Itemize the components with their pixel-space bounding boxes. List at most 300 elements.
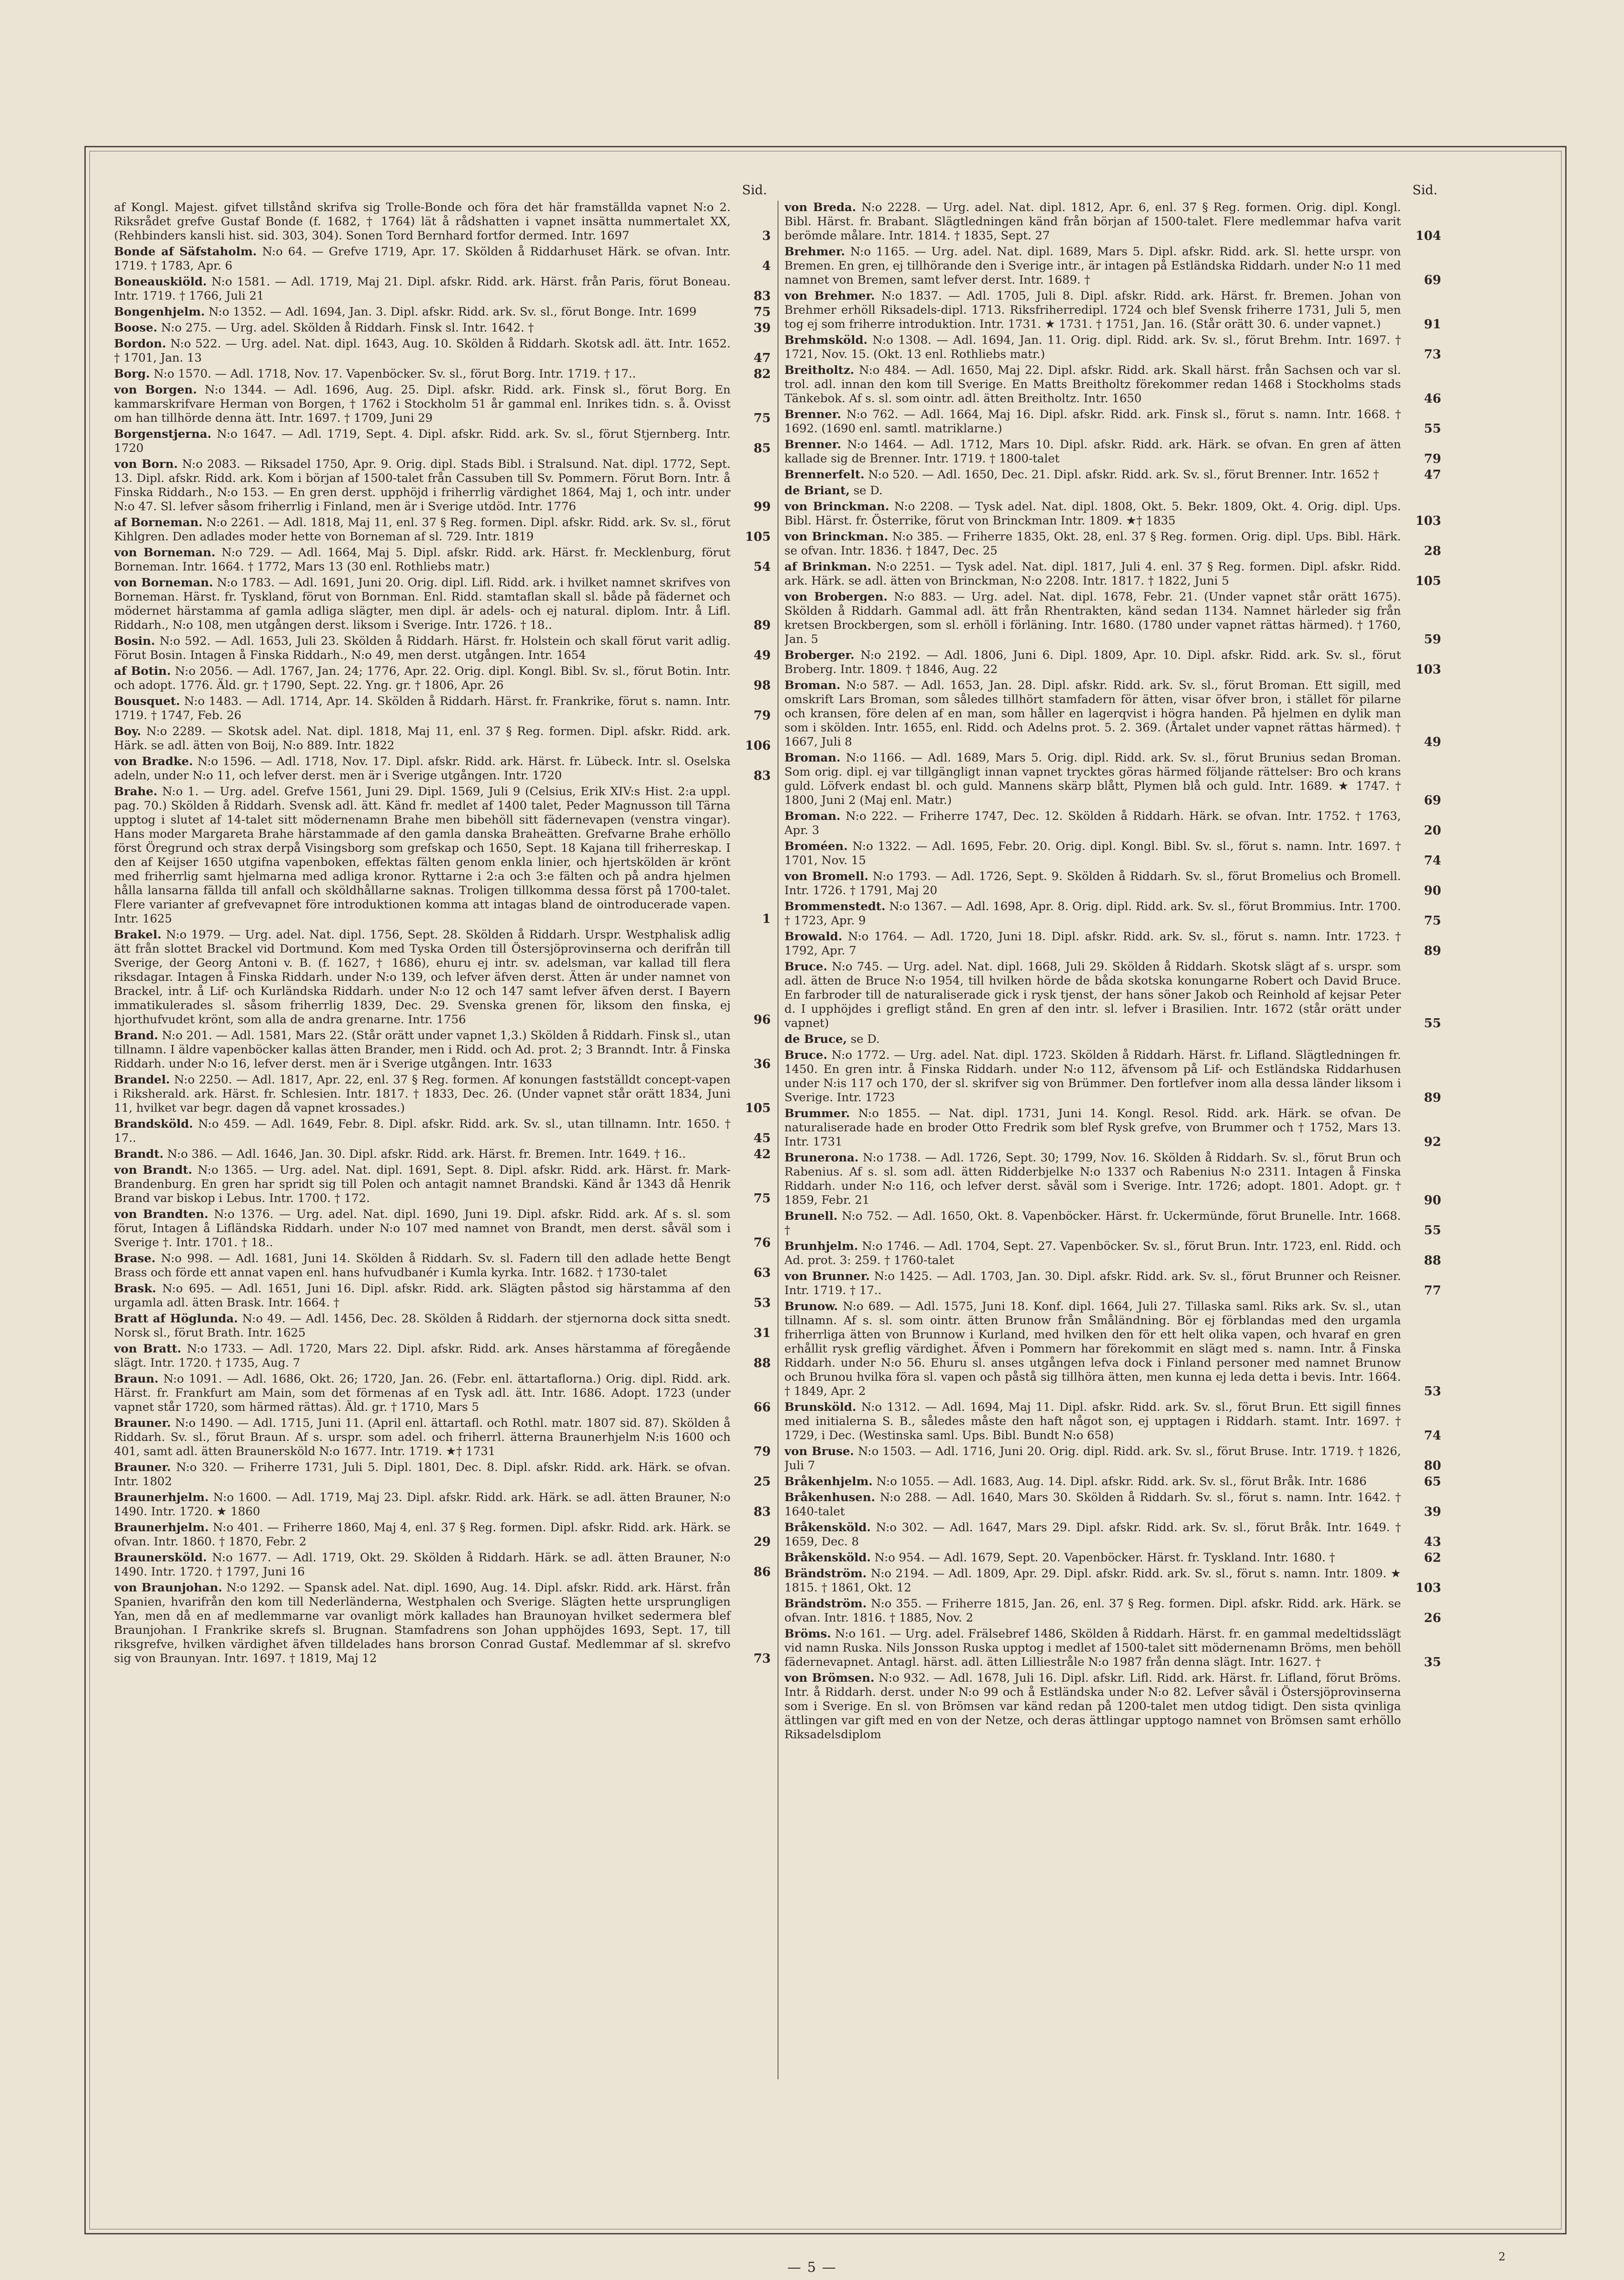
- entry-page-number: 4: [762, 259, 771, 273]
- sheet-number: 2: [1498, 2250, 1505, 2263]
- entry-page-number: 39: [753, 321, 771, 335]
- entry-text: N:o 520. — Adl. 1650, Dec. 21. Dipl. afskr. Ridd. ark. Sv. sl., förut Brenner. Intr. 1652 †: [868, 468, 1379, 482]
- entry-name: Bratt af Höglunda.: [114, 1312, 238, 1326]
- entry-text: N:o 386. — Adl. 1646, Jan. 30. Dipl. afskr. Ridd. ark. Härst. fr. Bremen. Intr. 1649. † 16..: [167, 1147, 686, 1161]
- entry-page-number: 25: [753, 1475, 771, 1489]
- entry: [114, 785, 771, 926]
- entry-name: von Brobergen.: [784, 590, 888, 604]
- entry-page-number: 39: [1424, 1505, 1441, 1519]
- entry: [114, 1147, 771, 1161]
- entry: [114, 546, 771, 574]
- right-entry-list: [784, 201, 1441, 1742]
- entry-page-number: 73: [1424, 347, 1441, 362]
- entry-page-number: 55: [1424, 422, 1441, 436]
- entry-page-number: 49: [1424, 735, 1441, 749]
- entry-text: N:o 689. — Adl. 1575, Juni 18. Konf. dipl. 1664, Juli 27. Tillaska saml. Riks ark. Sv. sl., utan tillnamn. Af s. sl. som ointr. ätten Brunow från Småländning. Bör ej förblandas med den urgamla friherrliga ätten von Brunnow i Kurland, med hvilken den för ett helt olika vapen, och hvaraf en gren erhållit rysk greflig värdighet. Äfven i Pommern har förekommit en slägt med s. namn. Intr. å Finska Riddarh. under N:o 56. Ehuru sl. anses utgången lefva dock i Finland personer med namnet Brunow och Brunou hvilka föra sl. vapen och påstå sig tillhöra ätten, men kunna ej leda detta i bevis. Intr. 1664. † 1849, Apr. 2: [784, 1300, 1401, 1398]
- entry-page-number: 20: [1424, 824, 1441, 838]
- entry: [784, 1300, 1441, 1399]
- entry-text: N:o 1308. — Adl. 1694, Jan. 11. Orig. dipl. Ridd. ark. Sv. sl., förut Brehm. Intr. 1697. † 1721, Nov. 15. (Okt. 13 enl. Rothliebs matr.): [784, 333, 1401, 361]
- entry: [784, 1567, 1441, 1595]
- entry-text: N:o 1979. — Urg. adel. Nat. dipl. 1756, Sept. 28. Skölden å Riddarh. Urspr. Westphalisk adlig ätt från slottet Brackel vid Dortmund. Kom med Tyska Orden till Östersjöprovinserna och derifrån till Sverige, der Georg Antoni v. B. (f. 1627, † 1686), ehuru ej intr. sv. adelsman, var kallad till flera riksdagar. Intagen å Finska Riddarh. under N:o 139, och lefver äfven derst. Ätten är under namnet von Brackel, intr. å Lif- och Kurländska Riddarh. under N:o 12 och 147 samt lefver äfven derst. I Bayern immatikulerades sl. såsom friherrlig 1839, Dec. 29. Svenska grenen för, liksom den finska, ej hjorthufvudet krönt, som alla de andra grenarne. Intr. 1756: [114, 928, 731, 1026]
- entry-text: N:o 2194. — Adl. 1809, Apr. 29. Dipl. afskr. Ridd. ark. Sv. sl., förut s. namn. Intr. 1809. ★ 1815. † 1861, Okt. 12: [784, 1567, 1401, 1595]
- entry-page-number: 89: [1424, 944, 1441, 958]
- entry-page-number: 83: [753, 1505, 771, 1519]
- entry-name: von Brandt.: [114, 1163, 192, 1177]
- entry-name: Brunerona.: [784, 1151, 859, 1165]
- entry: [784, 1597, 1441, 1625]
- entry: [114, 1282, 771, 1310]
- entry-name: Bosin.: [114, 634, 156, 648]
- entry: [784, 679, 1441, 749]
- entry-name: von Brömsen.: [784, 1671, 875, 1685]
- entry: [784, 1491, 1441, 1519]
- entry-name: von Born.: [114, 457, 178, 471]
- entry: [784, 1048, 1441, 1105]
- entry-text: N:o 1855. — Nat. dipl. 1731, Juni 14. Kongl. Resol. Ridd. ark. Härk. se ofvan. De naturaliserade hade en broder Otto Fredrik som blef Rysk grefve, von Brummer och † 1752, Mars 13. Intr. 1731: [784, 1107, 1401, 1149]
- entry-page-number: 79: [753, 1445, 771, 1459]
- entry-text: N:o 161. — Urg. adel. Frälsebref 1486, Skölden å Riddarh. Härst. fr. en gammal medeltidsslägt vid namn Ruska. Nils Jonsson Ruska upptog i medlet af 1500-talet sitt mödernenamn Bröms, men behöll fädernevapnet. Antagl. härst. adl. ätten Lilliestråle N:o 1987 från denna slägt. Intr. 1627. †: [784, 1627, 1401, 1669]
- entry-text: N:o 1344. — Adl. 1696, Aug. 25. Dipl. afskr. Ridd. ark. Finsk sl., förut Borg. En kammarskrifvare Herman von Borgen, † 1762 i Stockholm 51 år gammal enl. Inrikes tidn. s. å. Ovisst om han tillhörde denna ätt. Intr. 1697. † 1709, Juni 29: [114, 383, 731, 425]
- entry-page-number: 26: [1424, 1611, 1441, 1625]
- entry-text: N:o 1746. — Adl. 1704, Sept. 27. Vapenböcker. Sv. sl., förut Brun. Intr. 1723, enl. Ridd. och Ad. prot. 3: 259. † 1760-talet: [784, 1239, 1401, 1267]
- entry-page-number: 104: [1415, 229, 1441, 243]
- entry-text: N:o 320. — Friherre 1731, Juli 5. Dipl. 1801, Dec. 8. Dipl. afskr. Ridd. ark. Härk. se ofvan. Intr. 1802: [114, 1461, 731, 1488]
- entry: [784, 1151, 1441, 1207]
- entry: [784, 1445, 1441, 1473]
- entry: [114, 1581, 771, 1666]
- entry-page-number: 103: [1415, 1581, 1441, 1595]
- entry-text: N:o 484. — Adl. 1650, Maj 22. Dipl. afskr. Ridd. ark. Skall härst. från Sachsen och var sl. trol. adl. innan den kom till Sverige. En Matts Breitholtz förekommer redan 1468 i Stockholms stads Tänkebok. Af s. sl. som ointr. adl. ätten Breitholtz. Intr. 1650: [784, 363, 1401, 405]
- left-entry-list: [114, 201, 771, 1666]
- entry: [784, 560, 1441, 588]
- entry-name: Bruce.: [784, 1048, 828, 1062]
- entry: [784, 468, 1441, 482]
- entry: [114, 201, 771, 243]
- entry-name: Brenner.: [784, 438, 841, 451]
- entry-text: N:o 2261. — Adl. 1818, Maj 11, enl. 37 § Reg. formen. Dipl. afskr. Ridd. ark. Sv. sl., förut Kihlgren. Den adlades moder hette von Borneman af sl. 729. Intr. 1819: [114, 516, 731, 544]
- entry-name: von Braunjohan.: [114, 1581, 223, 1595]
- entry: [114, 427, 771, 456]
- entry: [784, 1551, 1441, 1565]
- entry-page-number: 63: [753, 1266, 771, 1280]
- entry-text: N:o 695. — Adl. 1651, Juni 16. Dipl. afskr. Ridd. ark. Slägten påstod sig härstamma af den urgamla adl. ätten Brask. Intr. 1664. †: [114, 1282, 731, 1310]
- entry-text: N:o 1292. — Spansk adel. Nat. dipl. 1690, Aug. 14. Dipl. afskr. Ridd. ark. Härst. från Spanien, hvarifrån den kom till Nederländerna, Westphalen och Sverige. Slägten hette ursprungligen Yan, men då en af medlemmarne var ovanligt mörk kallades han Braunoyan hvilket sedermera blef Braunjohan. I Frankrike skrefs sl. Brugnan. Stamfadrens son Johan upphöjdes 1693, Sept. 17, till riksgrefve, hvilken värdighet äfven tilldelades hans brorson Conrad Gustaf. Medlemmar af sl. skrefvo sig von Braunyan. Intr. 1697. † 1819, Maj 12: [114, 1581, 731, 1665]
- entry-name: von Breda.: [784, 201, 856, 214]
- entry: [784, 590, 1441, 647]
- entry-page-number: 89: [753, 618, 771, 632]
- page-footer: — 5 —: [787, 2259, 837, 2275]
- entry-page-number: 55: [1424, 1016, 1441, 1031]
- entry-text: N:o 1783. — Adl. 1691, Juni 20. Orig. dipl. Lifl. Ridd. ark. i hvilket namnet skrifves von Borneman. Härst. fr. Tyskland, förut von Bornman. Enl. Ridd. stamtaflan skall sl. både på fädernet och mödernet härstamma af gamla adliga slägter, men dipl. är adels- och ej natural. diplom. Intr. å Lifl. Riddarh., N:o 108, men utgången derst. liksom i Sverige. Intr. 1726. † 18..: [114, 576, 731, 632]
- entry-page-number: 66: [753, 1400, 771, 1415]
- entry-text: N:o 1600. — Adl. 1719, Maj 23. Dipl. afskr. Ridd. ark. Härk. se adl. ätten Brauner, N:o 1490. Intr. 1720. ★ 1860: [114, 1491, 731, 1518]
- entry-page-number: 98: [753, 679, 771, 693]
- entry-text: N:o 1425. — Adl. 1703, Jan. 30. Dipl. afskr. Ridd. ark. Sv. sl., förut Brunner och Reisner. Intr. 1719. † 17..: [784, 1270, 1401, 1297]
- entry: [784, 245, 1441, 287]
- entry-text: N:o 1764. — Adl. 1720, Juni 18. Dipl. afskr. Ridd. ark. Sv. sl., förut s. namn. Intr. 1723. † 1792, Apr. 7: [784, 930, 1401, 958]
- entry-name: von Borneman.: [114, 546, 216, 560]
- entry-text: N:o 1322. — Adl. 1695, Febr. 20. Orig. dipl. Kongl. Bibl. Sv. sl., förut s. namn. Intr. 1697. † 1701, Nov. 15: [784, 839, 1401, 867]
- entry-text: N:o 459. — Adl. 1649, Febr. 8. Dipl. afskr. Ridd. ark. Sv. sl., utan tillnamn. Intr. 1650. † 17..: [114, 1117, 731, 1145]
- entry: [114, 725, 771, 753]
- entry-page-number: 35: [1424, 1655, 1441, 1669]
- entry: [784, 530, 1441, 558]
- entry: [784, 870, 1441, 898]
- entry-text: N:o 2208. — Tysk adel. Nat. dipl. 1808, Okt. 5. Bekr. 1809, Okt. 4. Orig. dipl. Ups. Bibl. Härst. fr. Österrike, förut von Brinckman Intr. 1809. ★† 1835: [784, 500, 1401, 528]
- entry: [114, 1342, 771, 1370]
- entry-page-number: 53: [1424, 1384, 1441, 1399]
- entry-text: N:o 1055. — Adl. 1683, Aug. 14. Dipl. afskr. Ridd. ark. Sv. sl., förut Bråk. Intr. 1686: [876, 1475, 1367, 1488]
- entry-name: Boose.: [114, 321, 158, 335]
- entry: [114, 1252, 771, 1280]
- entry-page-number: 69: [1424, 273, 1441, 287]
- entry: [784, 900, 1441, 928]
- entry-page-number: 28: [1424, 544, 1441, 558]
- entry-name: Bousquet.: [114, 694, 180, 708]
- entry-text: N:o 1091. — Adl. 1686, Okt. 26; 1720, Jan. 26. (Febr. enl. ättartaflorna.) Orig. dipl. Ridd. ark. Härst. fr. Frankfurt am Main, som det förmenas af en Tysk adl. ätt. Intr. 1686. Adopt. 1723 (under vapnet står 1720, som härmed rättas). Äld. gr. † 1710, Mars 5: [114, 1372, 731, 1414]
- entry-text: N:o 1772. — Urg. adel. Nat. dipl. 1723. Skölden å Riddarh. Härst. fr. Lifland. Slägtledningen fr. 1450. En gren intr. å Finska Riddarh. under N:o 112, äfvensom på Lif- och Estländska Riddarhusen under N:is 117 och 170, der sl. skrifver sig von Brümmer. Den fortlefver inom alla dessa länder liksom i Sverige. Intr. 1723: [784, 1048, 1401, 1104]
- entry-text: se D.: [851, 1032, 880, 1046]
- entry-page-number: 59: [1424, 632, 1441, 647]
- entry-name: af Botin.: [114, 664, 171, 678]
- entry-page-number: 80: [1424, 1459, 1441, 1473]
- entry-text: N:o 1503. — Adl. 1716, Juni 20. Orig. dipl. Ridd. ark. Sv. sl., förut Bruse. Intr. 1719. † 1826, Juli 7: [784, 1445, 1401, 1472]
- entry-name: af Borneman.: [114, 516, 203, 529]
- entry-name: Brändström.: [784, 1567, 867, 1580]
- entry-page-number: 55: [1424, 1223, 1441, 1238]
- entry-page-number: 47: [1424, 468, 1441, 482]
- entry-name: Bråkensköld.: [784, 1521, 871, 1534]
- entry: [114, 305, 771, 319]
- entry-name: Brakel.: [114, 928, 161, 942]
- entry-page-number: 79: [753, 709, 771, 723]
- entry-text: N:o 1365. — Urg. adel. Nat. dipl. 1691, Sept. 8. Dipl. afskr. Ridd. ark. Härst. fr. Mark-Brandenburg. En gren har spridt sig till Polen och antagit namnet Brandski. Känd år 1343 då Henrik Brand var biskop i Lebus. Intr. 1700. † 172.: [114, 1163, 731, 1205]
- entry-page-number: 88: [753, 1356, 771, 1370]
- entry-page-number: 45: [753, 1131, 771, 1145]
- entry-page-number: 105: [745, 1101, 771, 1115]
- entry: [784, 1270, 1441, 1298]
- entry-page-number: 69: [1424, 793, 1441, 808]
- entry-name: af Brinkman.: [784, 560, 872, 574]
- entry-text: N:o 1733. — Adl. 1720, Mars 22. Dipl. afskr. Ridd. ark. Anses härstamma af föregående slägt. Intr. 1720. † 1735, Aug. 7: [114, 1342, 731, 1370]
- entry-name: de Bruce,: [784, 1032, 847, 1046]
- entry-text: N:o 883. — Urg. adel. Nat. dipl. 1678, Febr. 21. (Under vapnet står orätt 1675). Skölden å Riddarh. Gammal adl. ätt från Rhentrakten, känd sedan 1134. Namnet härleder sig från kretsen Brockbergen, som sl. erhöll i förläning. Intr. 1680. (1780 under vapnet rättas härmed). † 1760, Jan. 5: [784, 590, 1401, 646]
- entry-name: Brunow.: [784, 1300, 838, 1313]
- entry: [114, 1491, 771, 1519]
- entry-name: Broméen.: [784, 839, 848, 853]
- entry: [114, 245, 771, 273]
- entry-text: af Kongl. Majest. gifvet tillstånd skrifva sig Trolle-Bonde och föra det här framställda vapnet N:o 2. Riksrådet grefve Gustaf Bonde (f. 1682, † 1764) lät å rådshatten i vapnet insätta nummertalet XX, (Rehbinders kansli hist. sid. 303, 304). Sonen Tord Bernhard fortfor dermed. Intr. 1697: [114, 201, 731, 243]
- entry-name: Brummer.: [784, 1107, 850, 1120]
- entry-page-number: 42: [753, 1147, 771, 1161]
- entry-page-number: 99: [753, 500, 771, 514]
- entry-name: Braunersköld.: [114, 1551, 207, 1565]
- entry-name: Breitholtz.: [784, 363, 855, 377]
- entry-name: Boy.: [114, 725, 141, 738]
- entry-page-number: 105: [1415, 574, 1441, 588]
- entry-name: Bråkenhusen.: [784, 1491, 876, 1504]
- entry: [784, 751, 1441, 808]
- entry-page-number: 3: [762, 229, 771, 243]
- entry-text: N:o 1837. — Adl. 1705, Juli 8. Dipl. afskr. Ridd. ark. Härst. fr. Bremen. Johan von Brehmer erhöll Riksadels-dipl. 1713. Riksfriherredipl. 1724 och blef Svensk friherre 1731, Juli 5, men tog ej som friherre introduktion. Intr. 1731. ★ 1731. † 1751, Jan. 16. (Står orätt 30. 6. under vapnet.): [784, 289, 1401, 331]
- entry: [784, 333, 1441, 362]
- entry-name: von Bruse.: [784, 1445, 854, 1458]
- entry: [784, 1475, 1441, 1489]
- entry: [114, 1163, 771, 1206]
- entry-page-number: 74: [1424, 1429, 1441, 1443]
- entry-name: Brand.: [114, 1029, 158, 1042]
- entry: [784, 648, 1441, 677]
- entry: [784, 1671, 1441, 1742]
- entry-page-number: 103: [1415, 663, 1441, 677]
- entry-name: von Bromell.: [784, 870, 869, 883]
- entry-name: Brahe.: [114, 785, 158, 798]
- entry: [114, 1029, 771, 1071]
- entry: [784, 500, 1441, 528]
- entry-text: N:o 1738. — Adl. 1726, Sept. 30; 1799, Nov. 16. Skölden å Riddarh. Sv. sl., förut Brun och Rabenius. Af s. sl. som adl. ätten Ridderbjelke N:o 1337 och Rabenius N:o 2311. Intagen å Finska Riddarh. under N:o 116, och lefver derst. såväl som i Sverige. Intr. 1726; adopt. 1801. Adopt. gr. † 1859, Febr. 21: [784, 1151, 1401, 1207]
- entry-name: de Briant,: [784, 484, 850, 497]
- entry: [114, 1312, 771, 1340]
- entry: [114, 1207, 771, 1250]
- entry-text: se D.: [853, 484, 883, 497]
- entry-text: N:o 1581. — Adl. 1719, Maj 21. Dipl. afskr. Ridd. ark. Härst. från Paris, förut Boneau. Intr. 1719. † 1766, Juli 21: [114, 275, 731, 303]
- entry-text: N:o 355. — Friherre 1815, Jan. 26, enl. 37 § Reg. formen. Dipl. afskr. Ridd. ark. Härk. se ofvan. Intr. 1816. † 1885, Nov. 2: [784, 1597, 1401, 1625]
- sid-header-left: Sid.: [742, 182, 767, 197]
- entry-name: von Bratt.: [114, 1342, 182, 1356]
- entry-page-number: 106: [745, 739, 771, 753]
- entry-text: N:o 1677. — Adl. 1719, Okt. 29. Skölden å Riddarh. Härk. se adl. ätten Brauner, N:o 1490. Intr. 1720. † 1797, Juni 16: [114, 1551, 731, 1579]
- entry-page-number: 89: [1424, 1091, 1441, 1105]
- entry-text: N:o 1376. — Urg. adel. Nat. dipl. 1690, Juni 19. Dipl. afskr. Ridd. ark. Af s. sl. som förut, Intagen å Lifländska Riddarh. under N:o 107 med namnet von Brandt, men derst. såväl som i Sverige †. Intr. 1701. † 18..: [114, 1207, 731, 1249]
- entry-page-number: 75: [753, 1192, 771, 1206]
- entry: [784, 1400, 1441, 1443]
- entry-name: Brunell.: [784, 1209, 838, 1223]
- entry-text: N:o 64. — Grefve 1719, Apr. 17. Skölden å Riddarhuset Härk. se ofvan. Intr. 1719. † 1783, Apr. 6: [114, 245, 731, 273]
- entry-page-number: 96: [753, 1013, 771, 1027]
- entry-name: Braunerhjelm.: [114, 1521, 209, 1534]
- entry: [784, 408, 1441, 436]
- entry-name: Broberger.: [784, 648, 855, 662]
- entry-name: Bordon.: [114, 337, 166, 351]
- entry-text: N:o 2250. — Adl. 1817, Apr. 22, enl. 37 § Reg. formen. Af konungen fastställdt concept-vapen i Riksherald. ark. Härst. fr. Schlesien. Intr. 1817. † 1833, Dec. 26. (Under vapnet står orätt 1834, Juni 11, hvilket var begr. dagen då vapnet krossades.): [114, 1073, 731, 1115]
- entry-name: Braunerhjelm.: [114, 1491, 209, 1504]
- entry: [114, 928, 771, 1027]
- entry-text: N:o 2056. — Adl. 1767, Jan. 24; 1776, Apr. 22. Orig. dipl. Kongl. Bibl. Sv. sl., förut Botin. Intr. och adopt. 1776. Äld. gr. † 1790, Sept. 22. Yng. gr. † 1806, Apr. 26: [114, 664, 731, 692]
- entry-text: N:o 998. — Adl. 1681, Juni 14. Skölden å Riddarh. Sv. sl. Fadern till den adlade hette Bengt Brass och förde ett annat vapen enl. hans hufvudbanér i Kumla kyrka. Intr. 1682. † 1730-talet: [114, 1252, 731, 1280]
- entry-name: Brennerfelt.: [784, 468, 865, 482]
- entry-page-number: 73: [753, 1652, 771, 1666]
- entry-name: Brandel.: [114, 1073, 170, 1087]
- entry-name: Brommenstedt.: [784, 900, 886, 913]
- entry: [784, 438, 1441, 466]
- entry-page-number: 62: [1424, 1551, 1441, 1565]
- entry-page-number: 92: [1424, 1135, 1441, 1149]
- entry-name: Brehmsköld.: [784, 333, 868, 347]
- entry-page-number: 82: [753, 367, 771, 381]
- entry-page-number: 77: [1424, 1284, 1441, 1298]
- entry: [114, 321, 771, 335]
- entry-page-number: 75: [1424, 914, 1441, 928]
- entry-page-number: 53: [753, 1296, 771, 1310]
- entry-page-number: 47: [753, 351, 771, 365]
- entry-name: von Brehmer.: [784, 289, 875, 303]
- entry-name: Bråkensköld.: [784, 1551, 871, 1565]
- entry-page-number: 75: [753, 305, 771, 319]
- entry: [784, 839, 1441, 868]
- entry-name: von Brinckman.: [784, 500, 889, 513]
- entry-text: N:o 201. — Adl. 1581, Mars 22. (Står orätt under vapnet 1,3.) Skölden å Riddarh. Finsk sl., utan tillnamn. I äldre vapenböcker kallas ätten Brander, men i Ridd. och Ad. prot. 2; 3 Branndt. Intr. å Finska Riddarh. under N:o 16, lefver derst. men är i Sverige utgången. Intr. 1633: [114, 1029, 731, 1071]
- entry-text: N:o 2251. — Tysk adel. Nat. dipl. 1817, Juli 4. enl. 37 § Reg. formen. Dipl. afskr. Ridd. ark. Härk. se adl. ätten von Brinckman, N:o 2208. Intr. 1817. † 1822, Juni 5: [784, 560, 1401, 588]
- entry-name: von Brandten.: [114, 1207, 208, 1221]
- entry: [784, 1032, 1441, 1047]
- entry: [114, 1461, 771, 1489]
- entry-text: N:o 522. — Urg. adel. Nat. dipl. 1643, Aug. 10. Skölden å Riddarh. Skotsk adl. ätt. Intr. 1652. † 1701, Jan. 13: [114, 337, 731, 365]
- entry-text: N:o 302. — Adl. 1647, Mars 29. Dipl. afskr. Ridd. ark. Sv. sl., förut Bråk. Intr. 1649. † 1659, Dec. 8: [784, 1521, 1401, 1549]
- entry-text: N:o 1367. — Adl. 1698, Apr. 8. Orig. dipl. Ridd. ark. Sv. sl., förut Brommius. Intr. 1700. † 1723, Apr. 9: [784, 900, 1401, 928]
- entry: [114, 367, 771, 381]
- entry-page-number: 79: [1424, 452, 1441, 466]
- entry-page-number: 91: [1424, 317, 1441, 332]
- entry-name: Bonde af Säfstaholm.: [114, 245, 257, 259]
- entry-name: von Borneman.: [114, 576, 213, 590]
- entry-name: Brask.: [114, 1282, 156, 1295]
- entry: [784, 289, 1441, 332]
- entry-text: N:o 1647. — Adl. 1719, Sept. 4. Dipl. afskr. Ridd. ark. Sv. sl., förut Stjernberg. Intr. 1720: [114, 427, 731, 455]
- entry-text: N:o 275. — Urg. adel. Skölden å Riddarh. Finsk sl. Intr. 1642. †: [161, 321, 534, 335]
- entry-page-number: 105: [745, 530, 771, 544]
- entry-text: N:o 1793. — Adl. 1726, Sept. 9. Skölden å Riddarh. Sv. sl., förut Bromelius och Bromell. Intr. 1726. † 1791, Maj 20: [784, 870, 1401, 897]
- entry-text: N:o 1483. — Adl. 1714, Apr. 14. Skölden å Riddarh. Härst. fr. Frankrike, förut s. namn. Intr. 1719. † 1747, Feb. 26: [114, 694, 731, 722]
- entry-page-number: 85: [753, 441, 771, 456]
- entry-page-number: 43: [1424, 1535, 1441, 1549]
- entry-name: Bruce.: [784, 960, 828, 974]
- entry-text: N:o 729. — Adl. 1664, Maj 5. Dipl. afskr. Ridd. ark. Härst. fr. Mecklenburg, förut Borneman. Intr. 1664. † 1772, Mars 13 (30 enl. Rothliebs matr.): [114, 546, 731, 574]
- entry-text: N:o 1596. — Adl. 1718, Nov. 17. Dipl. afskr. Ridd. ark. Härst. fr. Lübeck. Intr. sl. Oselska adeln, under N:o 11, och lefver derst. men är i Sverige utgången. Intr. 1720: [114, 755, 731, 782]
- entry-text: N:o 385. — Friherre 1835, Okt. 28, enl. 37 § Reg. formen. Orig. dipl. Ups. Bibl. Härk. se ofvan. Intr. 1836. † 1847, Dec. 25: [784, 530, 1401, 558]
- entry-text: N:o 1490. — Adl. 1715, Juni 11. (April enl. ättartafl. och Rothl. matr. 1807 sid. 87). Skölden å Riddarh. Sv. sl., förut Braun. Af s. urspr. som adel. och friherrl. ätterna Braunerhjelm N:is 1600 och 401, samt adl. ätten Braunersköld N:o 1677. Intr. 1719. ★† 1731: [114, 1416, 731, 1458]
- entry-page-number: 103: [1415, 514, 1441, 528]
- entry-text: N:o 954. — Adl. 1679, Sept. 20. Vapenböcker. Härst. fr. Tyskland. Intr. 1680. †: [874, 1551, 1335, 1565]
- entry-page-number: 36: [753, 1057, 771, 1071]
- entry-text: N:o 932. — Adl. 1678, Juli 16. Dipl. afskr. Lifl. Ridd. ark. Härst. fr. Lifland, förut Bröms. Intr. å Riddarh. derst. under N:o 99 och å Estländska under N:o 82. Lefver såväl i Östersjöprovinserna som i Sverige. En sl. von Brömsen var känd redan på 1200-talet men utdog tidigt. Den sista qvinliga ättlingen var gift med en von der Netze, och deras ättlingar upptogo namnet von Brömsen samt erhöllo Riksadelsdiplom: [784, 1671, 1401, 1741]
- entry-name: Brunhjelm.: [784, 1239, 858, 1253]
- entry: [114, 1073, 771, 1115]
- entry: [114, 337, 771, 365]
- entry-page-number: 90: [1424, 1193, 1441, 1207]
- entry-text: N:o 2228. — Urg. adel. Nat. dipl. 1812, Apr. 6, enl. 37 § Reg. formen. Orig. dipl. Kongl. Bibl. Härst. fr. Brabant. Slägtledningen känd från början af 1500-talet. Flere medlemmar hafva varit berömde målare. Intr. 1814. † 1835, Sept. 27: [784, 201, 1401, 243]
- entry: [114, 1551, 771, 1579]
- entry-name: von Brunner.: [784, 1270, 870, 1283]
- entry-name: Broman.: [784, 809, 841, 823]
- entry: [784, 484, 1441, 498]
- entry: [784, 1521, 1441, 1549]
- entry-page-number: 49: [753, 648, 771, 663]
- entry-name: von Bradke.: [114, 755, 193, 768]
- entry: [784, 1627, 1441, 1669]
- entry-name: Brändström.: [784, 1597, 867, 1611]
- entry-text: N:o 222. — Friherre 1747, Dec. 12. Skölden å Riddarh. Härk. se ofvan. Intr. 1752. † 1763, Apr. 3: [784, 809, 1401, 837]
- entry-page-number: 54: [753, 560, 771, 574]
- entry: [114, 383, 771, 425]
- entry-name: Bråkenhjelm.: [784, 1475, 873, 1488]
- entry-page-number: 83: [753, 289, 771, 303]
- entry: [784, 960, 1441, 1031]
- entry: [114, 457, 771, 514]
- entry-name: von Borgen.: [114, 383, 197, 397]
- entry-name: von Brinckman.: [784, 530, 888, 544]
- entry-text: N:o 2289. — Skotsk adel. Nat. dipl. 1818, Maj 11, enl. 37 § Reg. formen. Dipl. afskr. Ridd. ark. Härk. se adl. ätten von Boij, N:o 889. Intr. 1822: [114, 725, 731, 752]
- entry-text: N:o 745. — Urg. adel. Nat. dipl. 1668, Juli 29. Skölden å Riddarh. Skotsk slägt af s. urspr. som adl. ätten de Bruce N:o 1954, till hvilken hörde de båda skotska konungarne Robert och David Bruce. En farbroder till de naturaliserade gick i rysk tjenst, der hans söner Jakob och Reinhold af kejsar Peter d. I upphöjdes i grefligt stånd. En gren af den intr. sl. lefver i Brasilien. Intr. 1672 (står orätt under vapnet): [784, 960, 1401, 1030]
- sid-header-right: Sid.: [1412, 182, 1437, 197]
- entry-text: N:o 2192. — Adl. 1806, Juni 6. Dipl. 1809, Apr. 10. Dipl. afskr. Ridd. ark. Sv. sl., förut Broberg. Intr. 1809. † 1846, Aug. 22: [784, 648, 1401, 676]
- entry-text: N:o 2083. — Riksadel 1750, Apr. 9. Orig. dipl. Stads Bibl. i Stralsund. Nat. dipl. 1772, Sept. 13. Dipl. afskr. Ridd. ark. Kom i början af 1500-talet från Cassuben till Sv. Pommern. Förut Born. Intr. å Finska Riddarh., N:o 153. — En gren derst. upphöjd i friherrlig värdighet 1864, Maj 1, och intr. under N:o 47. Sl. lefver såsom friherrlig i Finland, men är i Sverige utdöd. Intr. 1776: [114, 457, 731, 513]
- entry-name: Brandsköld.: [114, 1117, 193, 1131]
- entry-name: Brauner.: [114, 1416, 171, 1430]
- entry: [784, 1107, 1441, 1149]
- entry-text: N:o 49. — Adl. 1456, Dec. 28. Skölden å Riddarh. der stjernorna dock sitta snedt. Norsk sl., förut Brath. Intr. 1625: [114, 1312, 731, 1340]
- entry-page-number: 29: [753, 1535, 771, 1549]
- entry-name: Browald.: [784, 930, 842, 943]
- entry-page-number: 74: [1424, 854, 1441, 868]
- entry-name: Brunsköld.: [784, 1400, 856, 1414]
- entry-name: Borgenstjerna.: [114, 427, 212, 441]
- entry: [114, 634, 771, 663]
- entry: [784, 1239, 1441, 1268]
- entry-page-number: 86: [753, 1565, 771, 1579]
- entry-text: N:o 1570. — Adl. 1718, Nov. 17. Vapenböcker. Sv. sl., förut Borg. Intr. 1719. † 17..: [153, 367, 636, 381]
- entry-page-number: 75: [753, 411, 771, 425]
- entry-page-number: 90: [1424, 884, 1441, 898]
- entry: [114, 576, 771, 632]
- entry: [114, 516, 771, 544]
- left-column: [114, 182, 771, 2070]
- entry-name: Brauner.: [114, 1461, 171, 1474]
- entry-name: Broman.: [784, 679, 841, 692]
- entry-name: Broman.: [784, 751, 841, 765]
- entry-text: N:o 288. — Adl. 1640, Mars 30. Skölden å Riddarh. Sv. sl., förut s. namn. Intr. 1642. † 1640-talet: [784, 1491, 1401, 1518]
- entry-text: N:o 1. — Urg. adel. Grefve 1561, Juni 29. Dipl. 1569, Juli 9 (Celsius, Erik XIV:s Hist. 2:a uppl. pag. 70.) Skölden å Riddarh. Svensk adl. ätt. Känd fr. medlet af 1400 talet, Peder Magnusson till Tärna upptog i slutet af 14-talet sitt mödernenamn Brahe men bibehöll sitt fädernevapen (venstra vingar). Hans moder Margareta Brahe härstammade af den gamla danska Braheätten. Grefvarne Brahe erhöllo först Öregrund och strax derpå Visingsborg som grefskap och 1650, Sept. 18 Kajana till friherreskap. I den af Keijser 1650 utgifna vapenboken, effektas fälten genom enkla linier, och hjertskölden är krönt med friherrlig samt hjelmarna med adliga kronor. Ryttarne i 2:a och 3:e fälten och på andra hjelmen hålla lansarna fällda till anfall och sköldhållarne saknas. Troligen tillkomma dessa först på 1700-talet. Flere varianter af grefvevapnet före introduktionen komma att intagas bland de ointroducerade vapen. Intr. 1625: [114, 785, 731, 926]
- entry: [784, 201, 1441, 243]
- entry: [114, 664, 771, 693]
- entry-page-number: 65: [1424, 1475, 1441, 1489]
- entry-text: N:o 1166. — Adl. 1689, Mars 5. Orig. dipl. Ridd. ark. Sv. sl., förut Brunius sedan Broman. Som orig. dipl. ej var tillgängligt innan vapnet trycktes göras härmed följande rättelser: Bro och krans guld. Löfverk endast bl. och guld. Mannens skärp blått, Plymen blå och guld. Intr. 1689. ★ 1747. † 1800, Juni 2 (Maj enl. Matr.): [784, 751, 1401, 807]
- entry-page-number: 76: [753, 1236, 771, 1250]
- entry-text: N:o 1165. — Urg. adel. Nat. dipl. 1689, Mars 5. Dipl. afskr. Ridd. ark. Sl. hette urspr. von Bremen. En gren, ej tillhörande den i Sverige intr., är intagen på Estländska Riddarh. under N:o 11 med namnet von Bremen, samt lefver derst. Intr. 1689. †: [784, 245, 1401, 287]
- entry: [784, 363, 1441, 406]
- entry-name: Bongenhjelm.: [114, 305, 205, 319]
- entry: [114, 1372, 771, 1415]
- entry-text: N:o 762. — Adl. 1664, Maj 16. Dipl. afskr. Ridd. ark. Finsk sl., förut s. namn. Intr. 1668. † 1692. (1690 enl. samtl. matriklarne.): [784, 408, 1401, 435]
- entry-page-number: 88: [1424, 1254, 1441, 1268]
- entry-name: Brase.: [114, 1252, 156, 1265]
- entry-text: N:o 592. — Adl. 1653, Juli 23. Skölden å Riddarh. Härst. fr. Holstein och skall förut varit adlig. Förut Bosin. Intagen å Finska Riddarh., N:o 49, men derst. utgången. Intr. 1654: [114, 634, 731, 662]
- entry-page-number: 83: [753, 769, 771, 783]
- entry-name: Boneauskiöld.: [114, 275, 207, 289]
- entry-name: Brehmer.: [784, 245, 845, 259]
- entry-name: Braun.: [114, 1372, 159, 1386]
- entry: [114, 1521, 771, 1549]
- entry: [114, 1416, 771, 1459]
- entry: [114, 275, 771, 303]
- entry-text: N:o 1464. — Adl. 1712, Mars 10. Dipl. afskr. Ridd. ark. Härk. se ofvan. En gren af ätten kallade sig de Brenner. Intr. 1719. † 1800-talet: [784, 438, 1401, 466]
- entry: [114, 755, 771, 783]
- entry: [114, 1117, 771, 1145]
- entry: [114, 694, 771, 723]
- entry-name: Brenner.: [784, 408, 841, 421]
- entry-page-number: 31: [753, 1326, 771, 1340]
- entry-name: Bröms.: [784, 1627, 831, 1641]
- right-column: [784, 182, 1441, 2070]
